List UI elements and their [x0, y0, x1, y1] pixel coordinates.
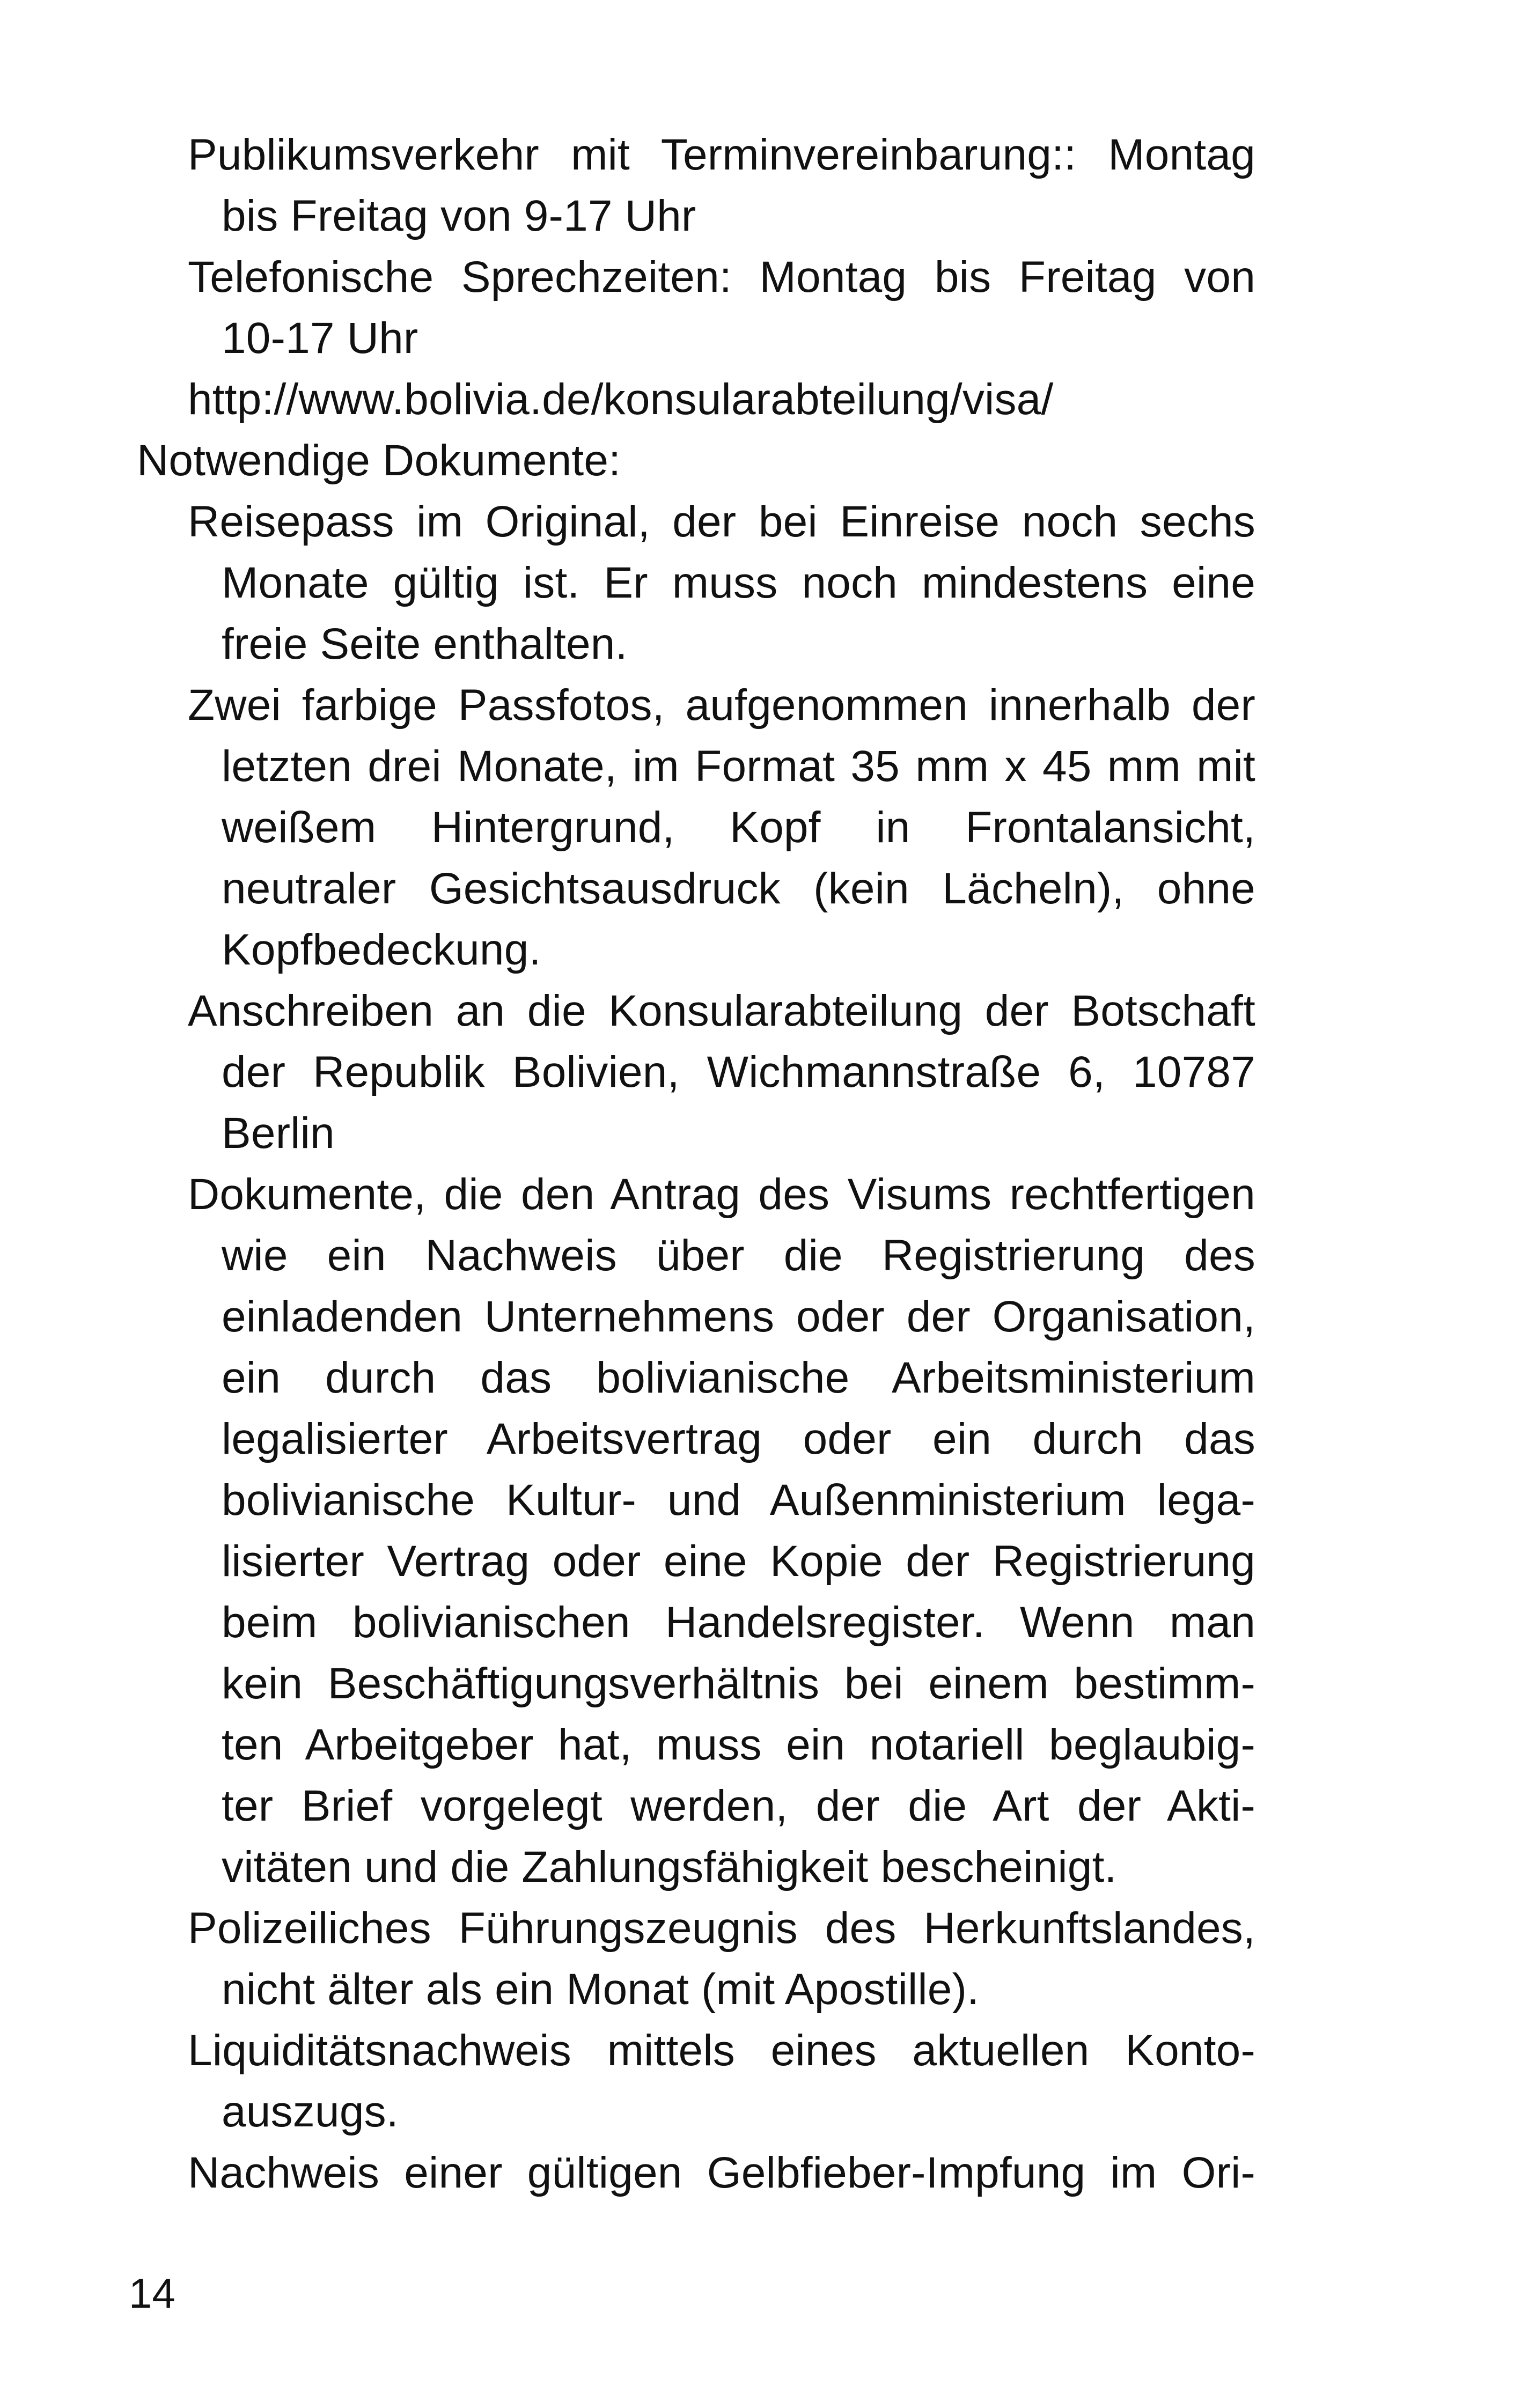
text-line: weißem Hintergrund, Kopf in Frontalansicht, [222, 803, 1255, 852]
text-line: Monate gültig ist. Er muss noch mindestens eine [222, 558, 1255, 607]
text-line: nicht älter als ein Monat (mit Apostille). [222, 1965, 980, 2014]
contact-entry [137, 247, 1255, 369]
text-line: kein Beschäftigungsverhältnis bei einem bestimm- [222, 1659, 1255, 1708]
document-entry [137, 675, 1255, 981]
text-line: Polizeiliches Führungszeugnis des Herkunftslandes, [188, 1904, 1255, 1953]
text-line: lisierter Vertrag oder eine Kopie der Registrierung [222, 1537, 1255, 1586]
text-line: ter Brief vorgelegt werden, der die Art der Akti- [222, 1781, 1255, 1830]
text-line: freie Seite enthalten. [222, 620, 628, 668]
page-number: 14 [129, 2270, 175, 2317]
text-line: Kopfbedeckung. [222, 925, 541, 974]
text-line: auszugs. [222, 2087, 399, 2136]
contact-entry [137, 369, 1255, 430]
text-line: bolivianische Kultur- und Außenministerium lega- [222, 1476, 1255, 1525]
document-entry [137, 2020, 1255, 2142]
document-entry [137, 981, 1255, 1164]
text-line: 10-17 Uhr [222, 314, 418, 363]
text-line: ten Arbeitgeber hat, muss ein notariell beglaubig- [222, 1720, 1255, 1769]
page-content [137, 124, 1255, 2204]
text-line: neutraler Gesichtsausdruck (kein Lächeln), ohne [222, 864, 1255, 913]
text-line: Liquiditätsnachweis mittels eines aktuellen Konto- [188, 2026, 1255, 2075]
text-line: letzten drei Monate, im Format 35 mm x 45 mm mit [222, 742, 1255, 791]
text-line: Dokumente, die den Antrag des Visums rechtfertigen [188, 1170, 1255, 1219]
text-line: einladenden Unternehmens oder der Organisation, [222, 1292, 1255, 1341]
document-entry [137, 491, 1255, 675]
text-line: Berlin [222, 1109, 335, 1158]
website-url: http://www.bolivia.de/konsularabteilung/visa/ [188, 375, 1054, 424]
text-line: Zwei farbige Passfotos, aufgenommen innerhalb der [188, 681, 1255, 730]
text-line: bis Freitag von 9-17 Uhr [222, 192, 696, 240]
document-entry [137, 1898, 1255, 2020]
text-line: Anschreiben an die Konsularabteilung der Botschaft [188, 986, 1255, 1035]
text-line: ein durch das bolivianische Arbeitsministerium [222, 1353, 1255, 1402]
contact-entry [137, 124, 1255, 247]
document-entry [137, 2142, 1255, 2204]
document-entry [137, 1164, 1255, 1898]
text-line: wie ein Nachweis über die Registrierung des [222, 1231, 1255, 1280]
text-line: Reisepass im Original, der bei Einreise noch sechs [188, 497, 1255, 546]
text-line: beim bolivianischen Handelsregister. Wenn man [222, 1598, 1255, 1647]
text-line: der Republik Bolivien, Wichmannstraße 6, 10787 [222, 1048, 1255, 1096]
text-line: Publikumsverkehr mit Terminvereinbarung:: Montag [188, 130, 1255, 179]
text-line: Nachweis einer gültigen Gelbfieber-Impfung im Ori- [188, 2148, 1255, 2197]
text-line: vitäten und die Zahlungsfähigkeit bescheinigt. [222, 1843, 1117, 1891]
section-heading: Notwendige Dokumente: [137, 436, 621, 485]
text-line: Telefonische Sprechzeiten: Montag bis Freitag von [188, 253, 1255, 301]
text-line: legalisierter Arbeitsvertrag oder ein durch das [222, 1415, 1255, 1463]
